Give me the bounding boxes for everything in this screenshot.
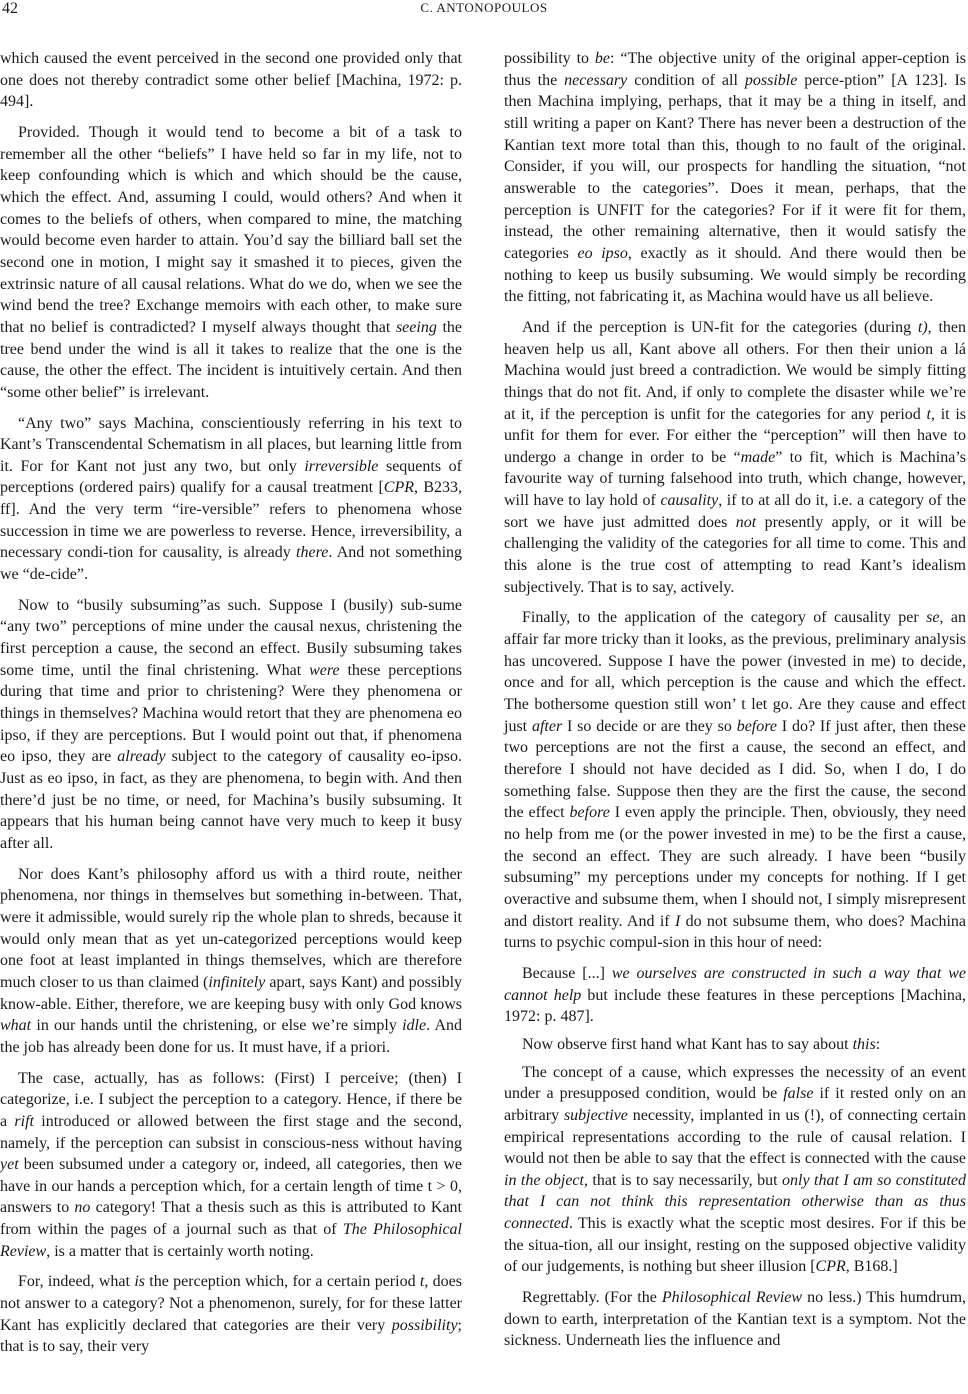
left-column: [0, 48, 462, 1367]
right-column: [504, 48, 966, 1361]
emphasis: I: [674, 912, 681, 930]
emphasis: is: [134, 1273, 145, 1291]
emphasis: seeing: [395, 318, 437, 336]
emphasis: in the object: [504, 1171, 584, 1189]
emphasis: irreversible: [304, 457, 379, 475]
emphasis: rift: [14, 1112, 34, 1130]
emphasis: only that I am so constituted that I can not think this representation otherwise than as thus connected: [504, 1171, 966, 1233]
page-number: 42: [2, 0, 18, 17]
emphasis: t): [917, 318, 928, 336]
paragraph: And if the perception is UN-fit for the categories (during t), then heaven help us all, Kant above all others. For then their union a lá Machina would just breed a contradiction. We would be simply fitting things that do not fit. And, if only to complete the disaster while we’re at it, if the perception is unfit for the categories for any period t, it is unfit for them for ever. For either the “perception” will then have to undergo a change in order to be “made” to fit, which is Machina’s favourite way of turning falsehood into truth, which change, however, will have to lay hold of causality, if to at all do it, i.e. a category of the sort we have just admitted does not presently apply, or it will be challenging the validity of the categories for all time to come. This and this alone is the true cost of attempting to read Kant’s idealism subjectively. That is to say, actively.: [504, 318, 967, 596]
running-head: C. ANTONOPOULOS: [420, 0, 548, 15]
emphasis: t: [926, 405, 931, 423]
emphasis: eo ipso: [577, 244, 628, 262]
emphasis: possibility: [391, 1316, 458, 1334]
paragraph: Finally, to the application of the category of causality per se, an affair far more tricky than it looks, as the previous, preliminary analysis has uncovered. Suppose I have the power (invested in me) to decide, once and for all, which perception is the cause and which the effect. The bothersome question still won’ t let go. Are they cause and effect just after I so decide or are they so before I do? If just after, then these two perceptions are not the first a cause, the second an effect, and therefore I should not have decided as I did. So, when I do, I do something false. Suppose then they are the first the cause, the second the effect before I even apply the principle. Then, obviously, they need no help from me (or the power invested in me) to be the first a cause, the second an effect. They are such already. I have been “busily subsuming” my perceptions under my concepts for nothing. If I get overactive and subsume them, when I should not, I simply misrepresent and distort reality. And if I do not subsume them, who does? Machina turns to psychic compul-sion in this hour of need:: [504, 609, 967, 952]
emphasis: possible: [744, 71, 798, 89]
emphasis: not: [735, 513, 757, 531]
emphasis: already: [117, 748, 166, 766]
emphasis: CPR: [815, 1258, 846, 1276]
page-header: [0, 0, 968, 28]
emphasis: what: [0, 1017, 32, 1035]
emphasis: be: [594, 50, 611, 67]
emphasis: t: [419, 1273, 425, 1291]
emphasis: this: [852, 1035, 876, 1053]
emphasis: before: [736, 717, 777, 735]
emphasis: subjective: [563, 1106, 628, 1124]
paragraph: For, indeed, what is the perception which, for a certain period t, does not answer to a category? Not a phenomenon, surely, for for these latter Kant has explicitly declared that categories are their very possibility; that is to say, their very: [0, 1273, 463, 1356]
emphasis: idle: [402, 1017, 427, 1035]
paragraph: The case, actually, has as follows: (First) I perceive; (then) I categorize, i.e. I subject the perception to a category. Hence, if there be a rift introduced or allowed between the first stage and the second, namely, if the perception can subsist in conscious-ness without having yet been subsumed under a category or, indeed, all categories, then we have in our hands a perception which, for a certain length of time t > 0, answers to no category! That a thesis such as this is attributed to Kant from within the pages of a journal such as that of The Philosophical Review, is a matter that is certainly worth noting.: [0, 1069, 462, 1260]
paragraph: Nor does Kant’s philosophy afford us with a third route, neither phenomena, nor things in themselves but something in-between. That, were it admissible, would surely rip the whole plan to shreds, because it would only mean that as yet un-categorized perceptions would keep one foot at least implanted in things themselves, which are therefore much closer to us than claimed (infinitely apart, says Kant) and possibly know-able. Either, therefore, we are keeping busy with only God knows what in our hands until the christening, or else we’re simply idle. And the job has already been done for us. It must have, if a priori.: [0, 865, 463, 1056]
emphasis: Philosophical Review: [661, 1289, 803, 1307]
emphasis: there: [296, 544, 329, 562]
paragraph: Provided. Though it would tend to become a bit of a task to remember all the other “beliefs” I have held so far in my life, not to keep confounding which is which and which should be the cause, which the effect. And, assuming I could, would others? And when it comes to the beliefs of others, when compared to mine, the matching would become even harder to attain. You’d say the billiard ball set the second one in motion, I might say it smashed it to pieces, given the extrinsic nature of all causal relations. What do we do, when we see the wind bend the tree? Exchange memoirs with each other, to make sure that no belief is contradicted? I myself always thought that seeing the tree bend under the wind is all it takes to realize that the one is the cause, the other the effect. The incident is intuitively certain. And then “some other belief” is irrelevant.: [0, 123, 463, 401]
paragraph: Now observe first hand what Kant has to say about this:: [522, 1035, 881, 1053]
emphasis: were: [309, 661, 340, 679]
block-quote: The concept of a cause, which expresses the necessity of an event under a presupposed condition, would be false if it rested only on an arbitrary subjective necessity, implanted in us (!), of connecting certain empirical representations according to the rule of causal relation. I would not then be able to say that the effect is connected with the cause in the object, that is to say necessarily, but only that I am so constituted that I can not think this representation otherwise than as thus connected. This is exactly what the sceptic most desires. For if this be the situa-tion, all our insight, resting on the supposed objective validity of our judgements, is nothing but sheer illusion [CPR, B168.]: [504, 1063, 967, 1276]
emphasis: no: [74, 1199, 91, 1217]
emphasis: before: [569, 804, 610, 822]
emphasis: necessary: [564, 71, 628, 89]
emphasis: we ourselves are constructed in such a way that we cannot help: [504, 964, 966, 1004]
paragraph: Now to “busily subsuming”as such. Suppose I (busily) sub-sume “any two” perceptions of mine under the causal nexus, christening the first perception a cause, the second an effect. Busily subsuming takes some time, until the final christening. What were these perceptions during that time and prior to christening? Were they phenomena or things in themselves? Machina would retort that they are phenomena eo ipso, if they are perceptions. But I would point out that, if phenomena eo ipso, they are already subject to the category of causality eo-ipso. Just as eo ipso, in fact, as they are phenomena, to begin with. And then there’d just be no time, or need, for Machina’s busily subsuming. It appears that his human being cannot have very much to keep it busy after all.: [0, 596, 462, 852]
emphasis: CPR: [383, 479, 414, 497]
emphasis: made: [740, 448, 776, 466]
emphasis: yet: [0, 1156, 19, 1174]
paragraph: “Any two” says Machina, conscientiously referring in his text to Kant’s Transcendental Schematism in all places, but learning little from it. For for Kant not just any two, but only irreversible sequents of perceptions (ordered pairs) qualify for a causal treatment [CPR, B233, ff]. And the very term “ire-versible” refers to phenomena whose succession in time we are powerless to reverse. Hence, irreversibility, a necessary condi-tion for causality, is already there. And not something we “de-cide”.: [0, 414, 463, 584]
emphasis: false: [783, 1085, 814, 1103]
emphasis: causality: [660, 492, 719, 510]
emphasis: se: [926, 609, 940, 627]
paragraph: Regrettably. (For the Philosophical Review no less.) This humdrum, down to earth, interpretation of the Kantian text is a symptom. Not the sickness. Underneath lies the influence and: [504, 1289, 967, 1350]
paragraph: which caused the event perceived in the second one provided only that one does not thereby contradict some other belief [Machina, 1972: p. 494].: [0, 50, 462, 111]
block-quote: Because [...] we ourselves are constructed in such a way that we cannot help but include these features in these perceptions [Machina, 1972: p. 487].: [504, 964, 967, 1026]
paragraph: possibility to be: “The objective unity of the original apper-ception is thus the necessary condition of all possible perce-ption” [A 123]. Is then Machina implying, perhaps, that it may be a thing in itself, and still writing a paper on Kant? There has never been a destruction of the Kantian text more total than this, though to no fault of the original. Consider, if you will, our prospects for handling the situation, “not answerable to the categories”. Does it mean, perhaps, that the perception is UNFIT for the categories? For if it were fit for them, instead, the other remaining alternative, then it would satisfy the categories eo ipso, exactly as it should. And there would then be nothing to keep us busily subsuming. We would simply be recording the fitting, not fabricating it, as Machina would have us all believe.: [504, 50, 967, 306]
emphasis: The Philosophical Review: [0, 1221, 462, 1260]
emphasis: infinitely: [208, 973, 266, 991]
emphasis: after: [531, 717, 563, 735]
